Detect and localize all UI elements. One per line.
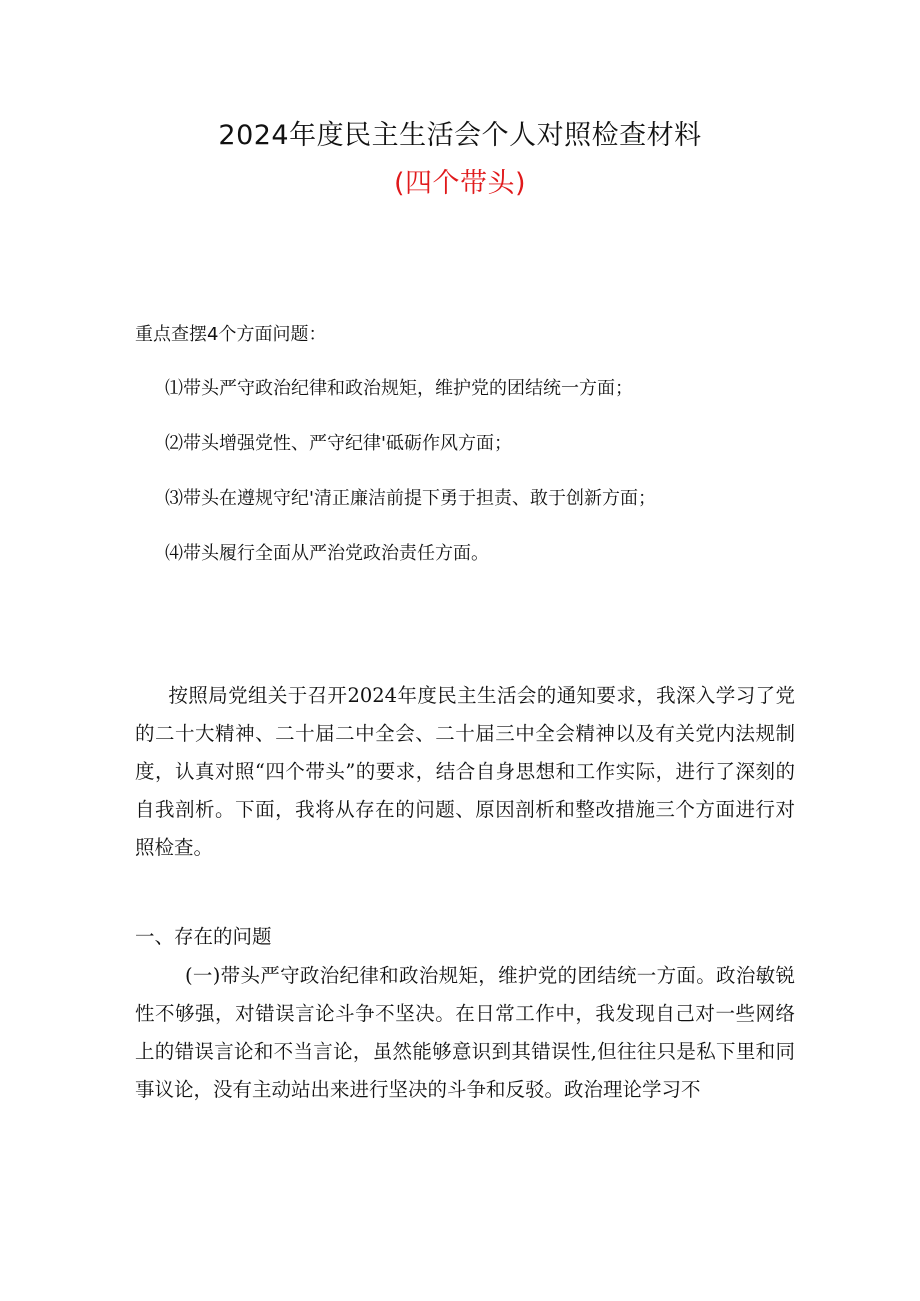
focus-heading: 重点查摆4个方面问题： bbox=[135, 324, 327, 345]
focus-item: ⑶带头在遵规守纪'清正廉洁前提下勇于担责、敢于创新方面； bbox=[165, 488, 656, 509]
focus-item: ⑷带头履行全面从严治党政治责任方面。 bbox=[165, 543, 489, 564]
section-paragraph-text: (一)带头严守政治纪律和政治规矩，维护党的团结统一方面。政治敏锐性不够强，对错误言论斗争不坚决。在日常工作中，我发现自己对一些网络上的错误言论和不当言论，虽然能够意识到其错误性,但往往只是私下里和同事议论，没有主动站出来进行坚决的斗争和反驳。政治理论学习不 bbox=[135, 964, 795, 1101]
focus-item: ⑵带头增强党性、严守纪律'砥砺作风方面； bbox=[165, 433, 512, 454]
focus-item: ⑴带头严守政治纪律和政治规矩，维护党的团结统一方面； bbox=[165, 378, 633, 399]
document-subtitle: (四个带头) bbox=[393, 168, 527, 199]
section-paragraph bbox=[135, 957, 795, 1109]
section-heading: 一、存在的问题 bbox=[135, 925, 272, 948]
document-title: 2024年度民主生活会个人对照检查材料 bbox=[218, 120, 702, 151]
intro-paragraph bbox=[135, 677, 795, 867]
intro-paragraph-text: 按照局党组关于召开2024年度民主生活会的通知要求，我深入学习了党的二十大精神、二十届二中全会、二十届三中全会精神以及有关党内法规制度，认真对照“四个带头”的要求，结合自身思想和工作实际，进行了深刻的自我剖析。下面，我将从存在的问题、原因剖析和整改措施三个方面进行对照检查。 bbox=[135, 684, 795, 859]
